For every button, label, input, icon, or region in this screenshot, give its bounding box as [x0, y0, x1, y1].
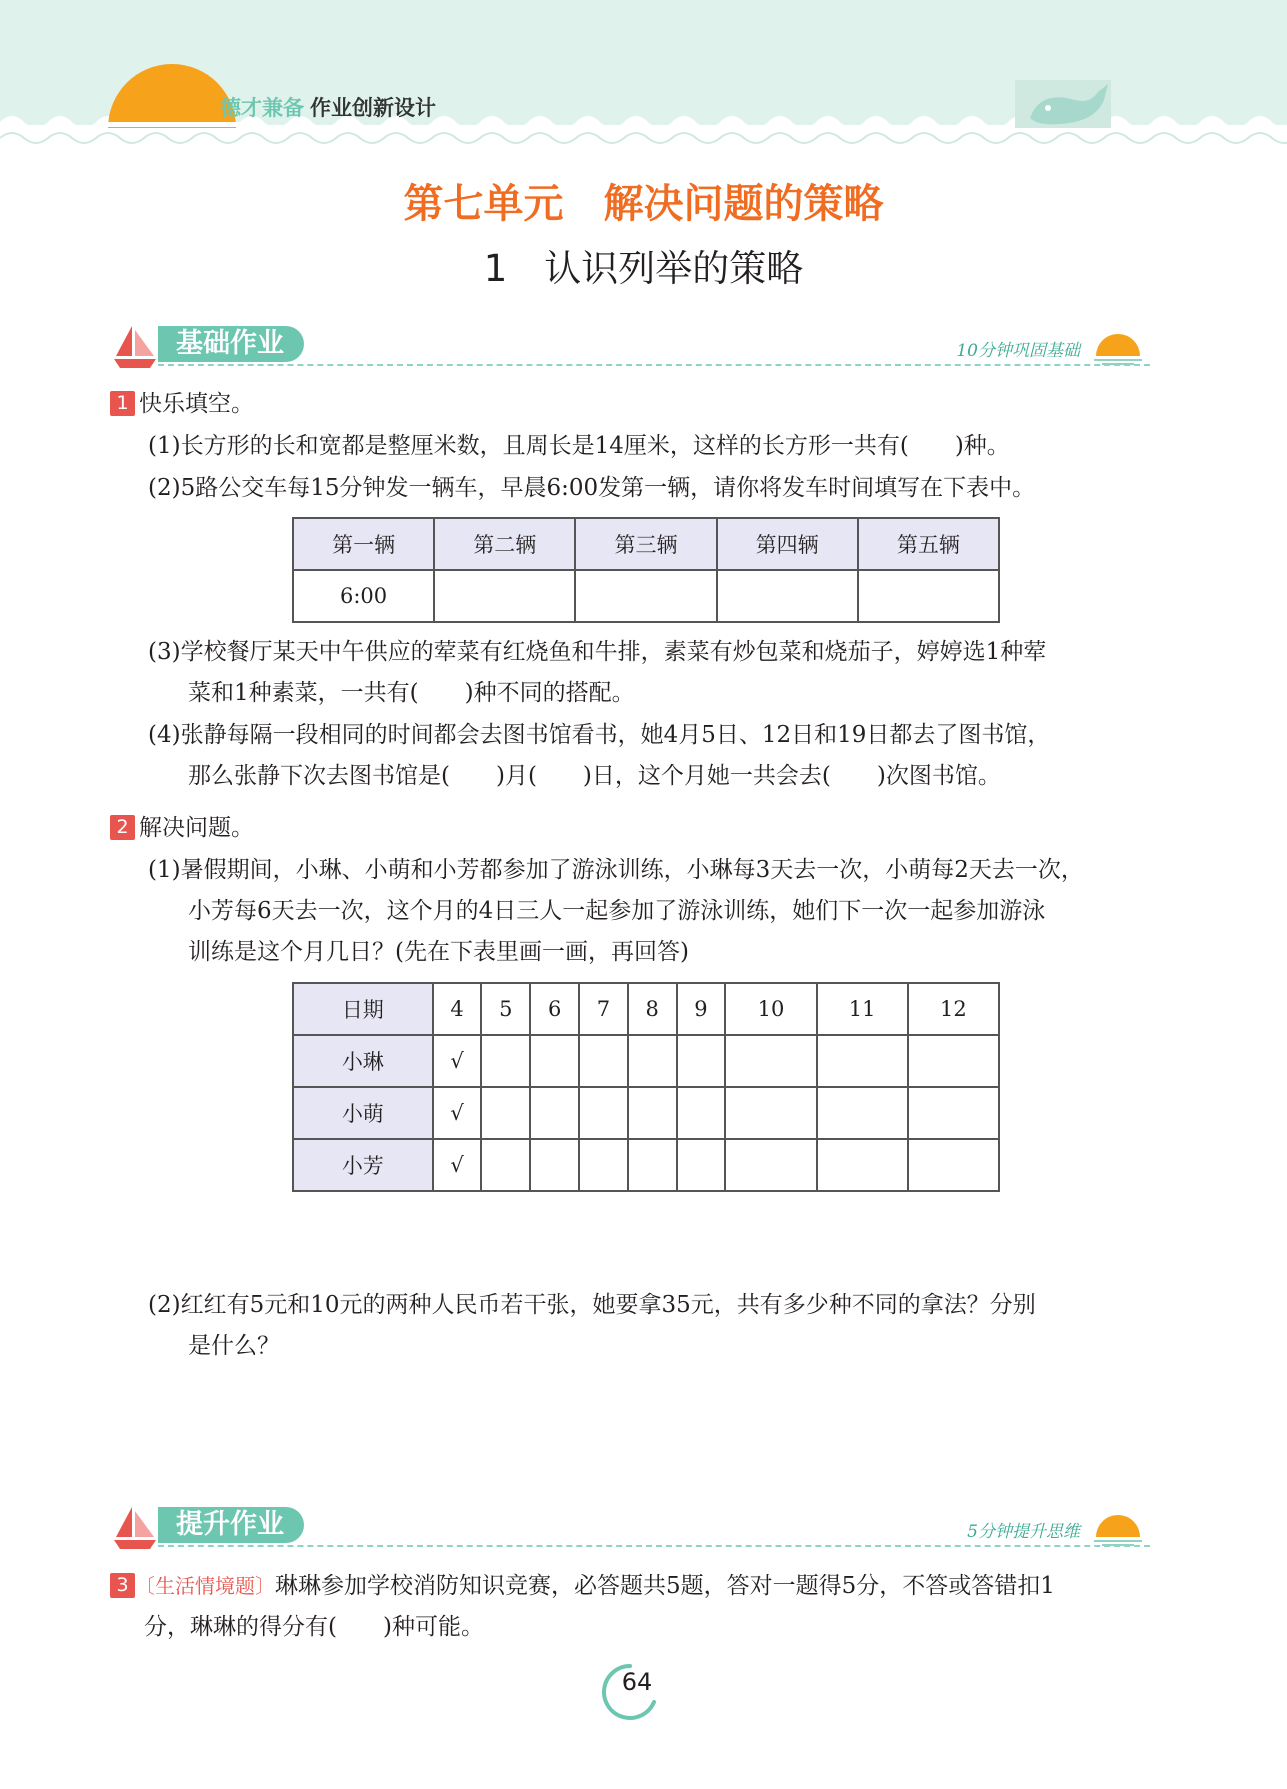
- page-number: 64: [621, 1668, 653, 1696]
- text-line: 分，琳琳的得分有( )种可能。: [144, 1614, 484, 1640]
- q2-part-1: [148, 850, 1148, 973]
- answer-cell[interactable]: [725, 1087, 816, 1139]
- text-line: 训练是这个月几日？(先在下表里画一画，再回答): [188, 939, 689, 965]
- question-1-heading: [110, 384, 1150, 425]
- text-line: 是什么？: [188, 1333, 280, 1359]
- answer-cell[interactable]: [481, 1139, 530, 1191]
- q2-part-2: [148, 1285, 1148, 1367]
- answer-cell[interactable]: [677, 1139, 726, 1191]
- section-note: 5分钟提升思维: [967, 1522, 1080, 1542]
- table-header-cell: 第一辆: [293, 518, 434, 570]
- table-header-cell: 9: [677, 983, 726, 1035]
- sunset-icon: [1092, 332, 1144, 366]
- text-line: (2)红红有5元和10元的两种人民币若干张，她要拿35元，共有多少种不同的拿法？分别: [148, 1292, 1036, 1318]
- table-header-cell: 5: [481, 983, 530, 1035]
- question-2-heading: [110, 808, 1150, 849]
- q1-part-4: [148, 715, 1148, 797]
- answer-cell[interactable]: [858, 570, 999, 622]
- brand-logo: [220, 92, 436, 122]
- section-label: 提升作业: [158, 1507, 304, 1543]
- answer-cell[interactable]: [817, 1139, 908, 1191]
- section-divider: [158, 364, 1150, 366]
- answer-cell[interactable]: [908, 1139, 999, 1191]
- whale-icon: [1015, 80, 1111, 128]
- answer-cell[interactable]: [628, 1035, 677, 1087]
- section-header-basic: [110, 322, 1150, 372]
- answer-cell[interactable]: [530, 1139, 579, 1191]
- answer-cell[interactable]: [530, 1035, 579, 1087]
- question-number: 3: [110, 1573, 135, 1598]
- text-line: (4)张静每隔一段相同的时间都会去图书馆看书，她4月5日、12日和19日都去了图书馆，: [148, 722, 1051, 748]
- brand-dark-text: 作业创新设计: [310, 96, 436, 120]
- section-divider: [158, 1545, 1150, 1547]
- q1-part-3: [148, 632, 1148, 714]
- answer-cell[interactable]: [579, 1139, 628, 1191]
- bus-schedule-table: [292, 517, 1000, 623]
- table-header-cell: 11: [817, 983, 908, 1035]
- table-cell: 6:00: [293, 570, 434, 622]
- answer-cell[interactable]: [817, 1087, 908, 1139]
- q1-part-1: (1)长方形的长和宽都是整厘米数，且周长是14厘米，这样的长方形一共有( )种。: [148, 433, 1010, 459]
- table-row: [293, 1087, 999, 1139]
- section-note: 10分钟巩固基础: [956, 341, 1080, 361]
- swim-training-table: [292, 982, 1000, 1192]
- section-label: 基础作业: [158, 326, 304, 362]
- table-header-cell: 7: [579, 983, 628, 1035]
- question-title: 快乐填空。: [139, 391, 254, 417]
- table-cell: √: [433, 1087, 482, 1139]
- answer-cell[interactable]: [575, 570, 716, 622]
- text-line: 小芳每6天去一次，这个月的4日三人一起参加了游泳训练，她们下一次一起参加游泳: [188, 898, 1046, 924]
- question-tag: 〔生活情境题〕: [135, 1574, 275, 1598]
- row-label: 小琳: [293, 1035, 433, 1087]
- sailboat-icon: [110, 322, 160, 372]
- answer-cell[interactable]: [579, 1087, 628, 1139]
- answer-cell[interactable]: [628, 1087, 677, 1139]
- answer-cell[interactable]: [579, 1035, 628, 1087]
- table-header-cell: 10: [725, 983, 816, 1035]
- table-row: [293, 570, 999, 622]
- table-cell: √: [433, 1139, 482, 1191]
- text-line: (1)暑假期间，小琳、小萌和小芳都参加了游泳训练，小琳每3天去一次，小萌每2天去一次，: [148, 857, 1084, 883]
- table-header-cell: 第二辆: [434, 518, 575, 570]
- table-header-cell: 第三辆: [575, 518, 716, 570]
- answer-cell[interactable]: [725, 1139, 816, 1191]
- table-header-cell: 12: [908, 983, 999, 1035]
- text-line: 那么张静下次去图书馆是( )月( )日，这个月她一共会去( )次图书馆。: [188, 763, 1001, 789]
- table-header-cell: 8: [628, 983, 677, 1035]
- answer-cell[interactable]: [481, 1035, 530, 1087]
- answer-cell[interactable]: [908, 1035, 999, 1087]
- table-header-row: [293, 983, 999, 1035]
- answer-cell[interactable]: [434, 570, 575, 622]
- header-banner: [0, 0, 1287, 150]
- answer-cell[interactable]: [725, 1035, 816, 1087]
- table-row: [293, 1139, 999, 1191]
- lesson-title: 1 认识列举的策略: [483, 247, 804, 290]
- table-cell: √: [433, 1035, 482, 1087]
- text-line: 菜和1种素菜，一共有( )种不同的搭配。: [188, 680, 635, 706]
- answer-cell[interactable]: [908, 1087, 999, 1139]
- row-label: 小萌: [293, 1087, 433, 1139]
- answer-cell[interactable]: [677, 1035, 726, 1087]
- table-header-row: [293, 518, 999, 570]
- table-header-cell: 6: [530, 983, 579, 1035]
- q1-part-2: (2)5路公交车每15分钟发一辆车，早晨6:00发第一辆，请你将发车时间填写在下表中。: [148, 475, 1036, 501]
- text-line: (3)学校餐厅某天中午供应的荤菜有红烧鱼和牛排，素菜有炒包菜和烧茄子，婷婷选1种荤: [148, 639, 1047, 665]
- text-line: [110, 1566, 1150, 1607]
- answer-cell[interactable]: [628, 1139, 677, 1191]
- answer-cell[interactable]: [481, 1087, 530, 1139]
- sunset-icon: [1092, 1513, 1144, 1547]
- table-row: [293, 1035, 999, 1087]
- answer-cell[interactable]: [530, 1087, 579, 1139]
- table-header-cell: 日期: [293, 983, 433, 1035]
- question-number: 1: [110, 391, 135, 416]
- answer-cell[interactable]: [817, 1035, 908, 1087]
- sailboat-icon: [110, 1503, 160, 1553]
- table-header-cell: 4: [433, 983, 482, 1035]
- table-header-cell: 第五辆: [858, 518, 999, 570]
- row-label: 小芳: [293, 1139, 433, 1191]
- answer-cell[interactable]: [677, 1087, 726, 1139]
- section-header-advanced: [110, 1503, 1150, 1553]
- question-text: 琳琳参加学校消防知识竞赛，必答题共5题，答对一题得5分，不答或答错扣1: [275, 1573, 1055, 1599]
- answer-cell[interactable]: [717, 570, 858, 622]
- question-title: 解决问题。: [139, 815, 254, 841]
- question-3: [110, 1566, 1150, 1648]
- table-header-cell: 第四辆: [717, 518, 858, 570]
- unit-title: 第七单元 解决问题的策略: [403, 181, 884, 227]
- question-number: 2: [110, 815, 135, 840]
- brand-green-text: 德才兼备: [220, 96, 304, 120]
